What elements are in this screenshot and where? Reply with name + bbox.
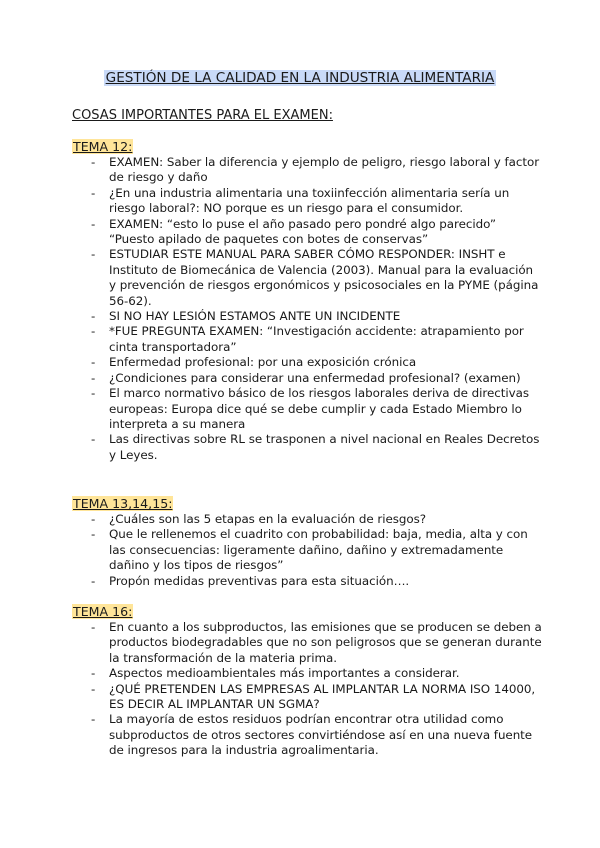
section-tema-12	[72, 138, 542, 463]
list-item: - ¿Condiciones para considerar una enfermedad profesional? (examen)	[72, 371, 542, 386]
list-item: - Aspectos medioambientales más importantes a considerar.	[72, 666, 542, 681]
document-title-text: GESTIÓN DE LA CALIDAD EN LA INDUSTRIA ALIMENTARIA	[105, 70, 495, 86]
list-item: - Enfermedad profesional: por una exposición crónica	[72, 355, 542, 370]
list-item: - EXAMEN: “esto lo puse el año pasado pero pondré algo parecido” “Puesto apilado de paquetes con botes de conservas”	[72, 217, 542, 248]
list-item: - *FUE PREGUNTA EXAMEN: “Investigación accidente: atrapamiento por cinta transportadora”	[72, 324, 542, 355]
document-subtitle: COSAS IMPORTANTES PARA EL EXAMEN:	[72, 108, 333, 123]
section-heading: TEMA 13,14,15:	[73, 496, 173, 511]
bullet-list	[72, 620, 542, 759]
list-item: - La mayoría de estos residuos podrían encontrar otra utilidad como subproductos de otros sectores convirtiéndose así en una nueva fuente de ingresos para la industria agroalimentaria.	[72, 712, 542, 758]
list-item: - ¿Cuáles son las 5 etapas en la evaluación de riesgos?	[72, 512, 542, 527]
list-item: - Que le rellenemos el cuadrito con probabilidad: baja, media, alta y con las consecuencias: ligeramente dañino, dañino y extremadamente dañino y los tipos de riesgos”	[72, 527, 542, 573]
list-item: - ESTUDIAR ESTE MANUAL PARA SABER CÓMO RESPONDER: INSHT e Instituto de Biomecánica de Valencia (2003). Manual para la evaluación y prevención de riesgos ergonómicos y psicosociales en la PYME (página 56-62).	[72, 247, 542, 309]
section-heading: TEMA 16:	[73, 604, 133, 619]
list-item: - ¿QUÉ PRETENDEN LAS EMPRESAS AL IMPLANTAR LA NORMA ISO 14000, ES DECIR AL IMPLANTAR UN SGMA?	[72, 682, 542, 713]
list-item: - En cuanto a los subproductos, las emisiones que se producen se deben a productos biodegradables que no son peligrosos que se generan durante la transformación de la materia prima.	[72, 620, 542, 666]
bullet-list	[72, 512, 542, 589]
list-item: - Propón medidas preventivas para esta situación….	[72, 574, 542, 589]
bullet-list	[72, 155, 542, 463]
list-item: - ¿En una industria alimentaria una toxiinfección alimentaria sería un riesgo laboral?: NO porque es un riesgo para el consumidor.	[72, 186, 542, 217]
list-item: - SI NO HAY LESIÓN ESTAMOS ANTE UN INCIDENTE	[72, 309, 542, 324]
section-tema-13-14-15	[72, 495, 542, 589]
section-heading: TEMA 12:	[73, 139, 133, 154]
list-item: - Las directivas sobre RL se trasponen a nivel nacional en Reales Decretos y Leyes.	[72, 432, 542, 463]
list-item: - EXAMEN: Saber la diferencia y ejemplo de peligro, riesgo laboral y factor de riesgo y daño	[72, 155, 542, 186]
section-tema-16	[72, 603, 542, 759]
document-title	[0, 69, 600, 88]
list-item: - El marco normativo básico de los riesgos laborales deriva de directivas europeas: Europa dice qué se debe cumplir y cada Estado Miembro lo interpreta a su manera	[72, 386, 542, 432]
